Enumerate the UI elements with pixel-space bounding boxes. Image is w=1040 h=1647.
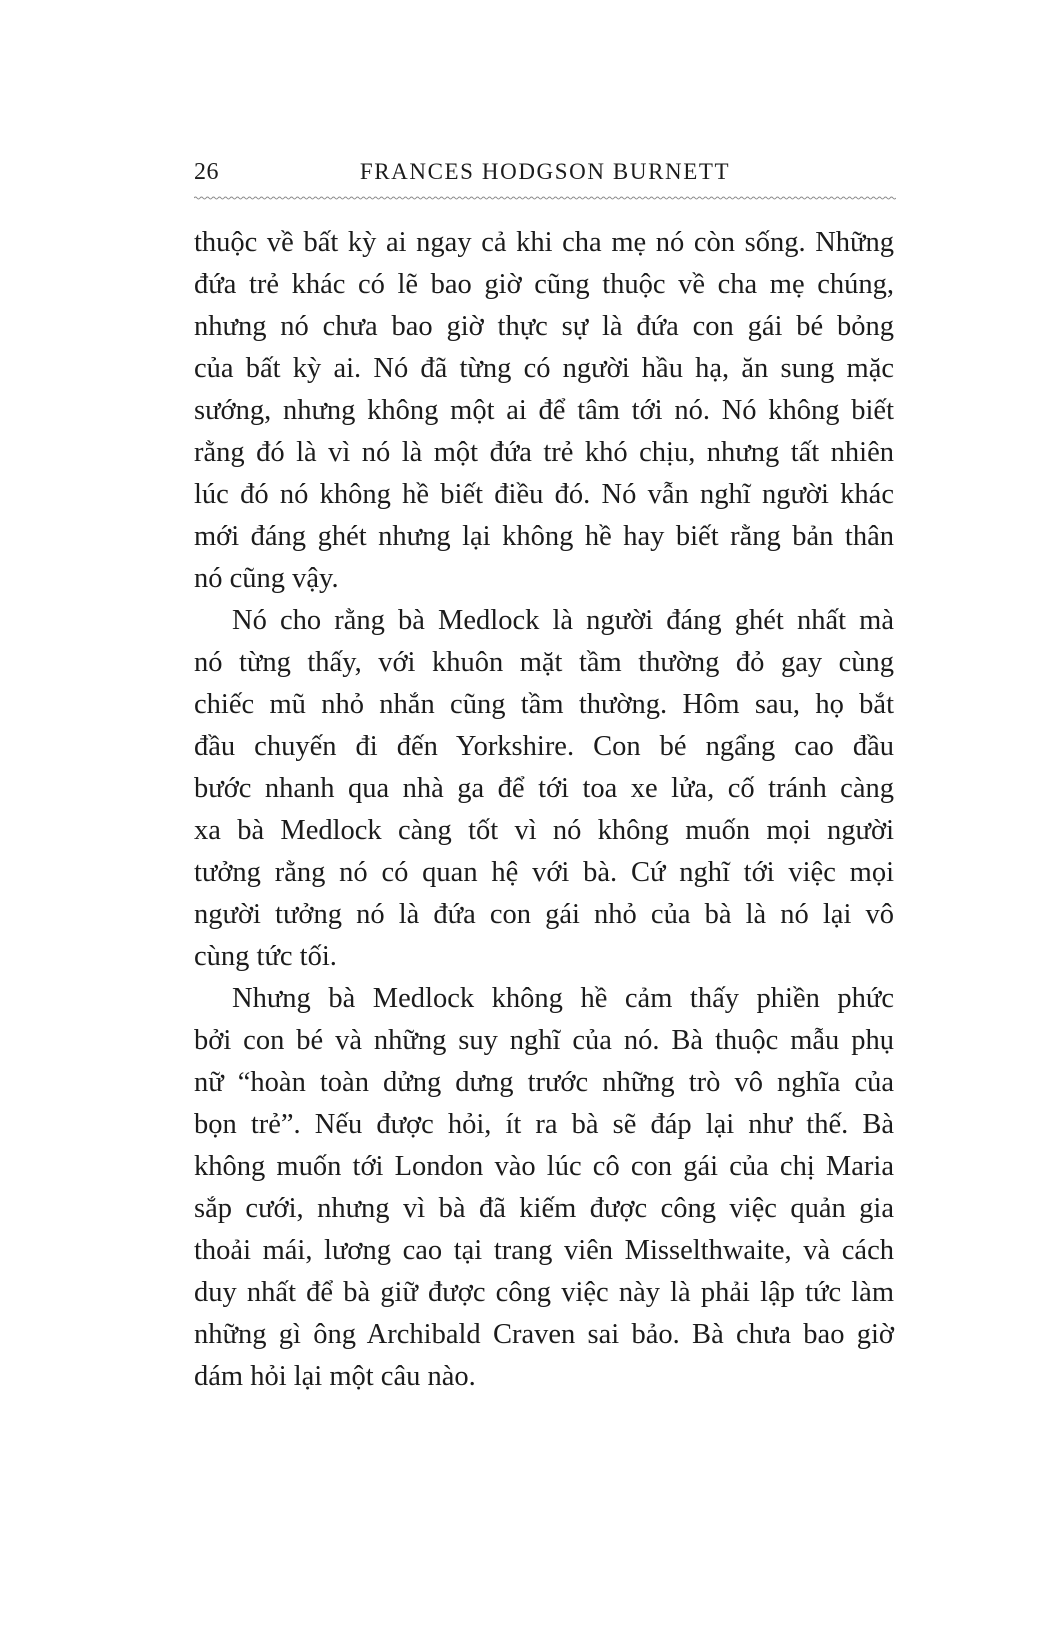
text-line: thoải mái, lương cao tại trang viên Misselthwaite, và cách <box>194 1235 894 1266</box>
text-line: không muốn tới London vào lúc cô con gái của chị Maria <box>194 1151 894 1182</box>
text-line: Nhưng bà Medlock không hề cảm thấy phiền phức <box>232 983 894 1014</box>
text-line: rằng đó là vì nó là một đứa trẻ khó chịu, nhưng tất nhiên <box>194 437 894 468</box>
text-line: đầu chuyến đi đến Yorkshire. Con bé ngẩng cao đầu <box>194 731 894 762</box>
text-line: xa bà Medlock càng tốt vì nó không muốn mọi người <box>194 815 894 846</box>
text-line: của bất kỳ ai. Nó đã từng có người hầu hạ, ăn sung mặc <box>194 353 894 384</box>
text-line: dám hỏi lại một câu nào. <box>194 1361 476 1392</box>
paragraph-3 <box>194 978 894 1398</box>
text-line: nữ “hoàn toàn dửng dưng trước những trò vô nghĩa của <box>194 1067 894 1098</box>
text-line: đứa trẻ khác có lẽ bao giờ cũng thuộc về cha mẹ chúng, <box>194 269 894 300</box>
text-line: thuộc về bất kỳ ai ngay cả khi cha mẹ nó còn sống. Những <box>194 227 894 258</box>
text-line: mới đáng ghét nhưng lại không hề hay biết rằng bản thân <box>194 521 894 552</box>
text-line: những gì ông Archibald Craven sai bảo. Bà chưa bao giờ <box>194 1319 894 1350</box>
text-line: chiếc mũ nhỏ nhắn cũng tầm thường. Hôm sau, họ bắt <box>194 689 894 720</box>
paragraph-2 <box>194 600 894 978</box>
text-line: nó từng thấy, với khuôn mặt tầm thường đỏ gay cùng <box>194 647 894 678</box>
header-wavy-rule <box>194 194 896 202</box>
text-line: Nó cho rằng bà Medlock là người đáng ghét nhất mà <box>232 605 894 636</box>
page-number: 26 <box>194 159 219 185</box>
text-line: sướng, nhưng không một ai để tâm tới nó. Nó không biết <box>194 395 894 426</box>
text-line: bước nhanh qua nhà ga để tới toa xe lửa, cố tránh càng <box>194 773 894 804</box>
text-line: nó cũng vậy. <box>194 563 339 594</box>
running-header <box>194 153 896 193</box>
paragraph-1 <box>194 222 894 600</box>
body-text <box>194 222 894 1398</box>
text-line: duy nhất để bà giữ được công việc này là phải lập tức làm <box>194 1277 894 1308</box>
text-line: người tưởng nó là đứa con gái nhỏ của bà là nó lại vô <box>194 899 894 930</box>
text-line: nhưng nó chưa bao giờ thực sự là đứa con gái bé bỏng <box>194 311 894 342</box>
text-line: cùng tức tối. <box>194 941 337 972</box>
text-line: bởi con bé và những suy nghĩ của nó. Bà thuộc mẫu phụ <box>194 1025 894 1056</box>
text-line: bọn trẻ”. Nếu được hỏi, ít ra bà sẽ đáp lại như thế. Bà <box>194 1109 894 1140</box>
text-line: lúc đó nó không hề biết điều đó. Nó vẫn nghĩ người khác <box>194 479 894 510</box>
running-head-author: FRANCES HODGSON BURNETT <box>359 159 731 184</box>
text-line: tưởng rằng nó có quan hệ với bà. Cứ nghĩ tới việc mọi <box>194 857 894 888</box>
text-line: sắp cưới, nhưng vì bà đã kiếm được công việc quản gia <box>194 1193 894 1224</box>
